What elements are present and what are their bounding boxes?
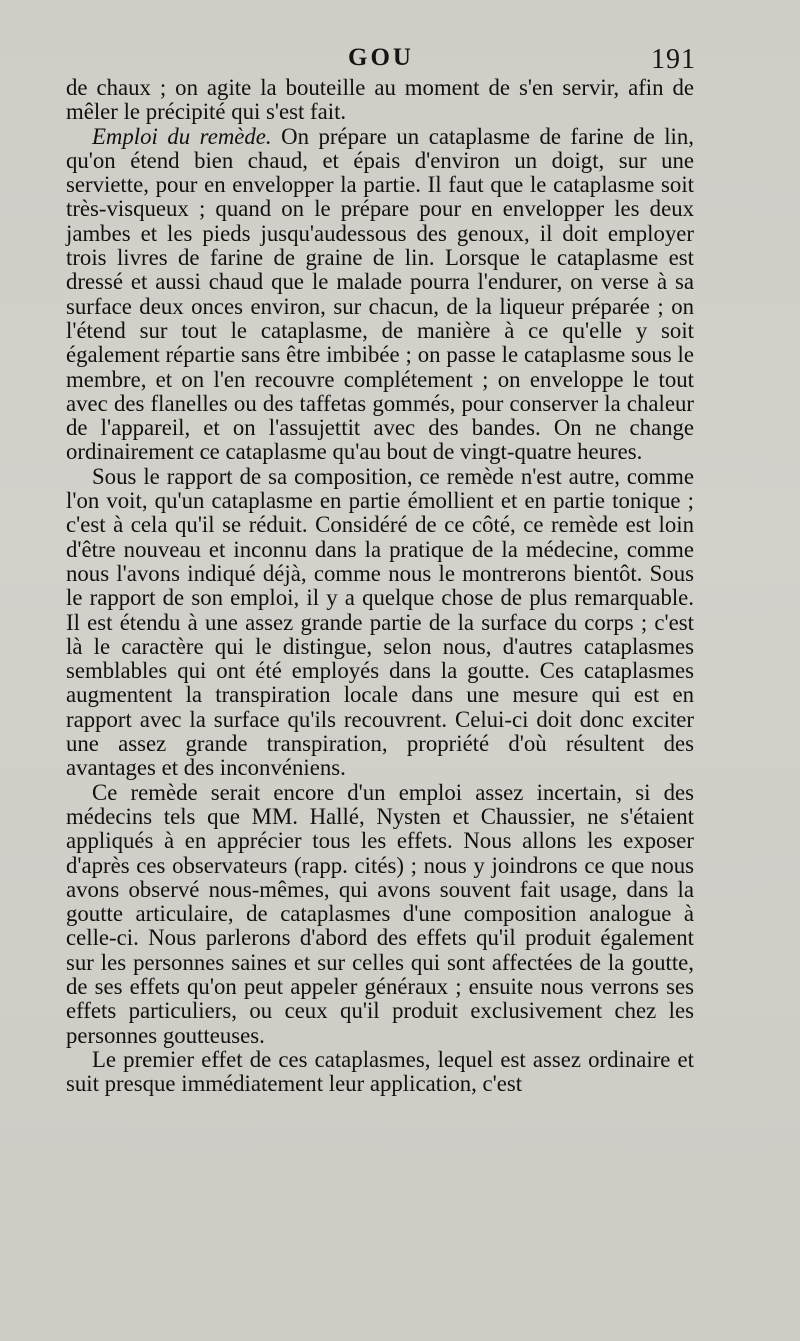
paragraph-emploi-du-remede: [66, 125, 694, 465]
paragraph-text: de chaux ; on agite la bouteille au moment de s'en servir, afin de mêler le précipité qui s'est fait.: [66, 75, 694, 125]
paragraph-text: Le premier effet de ces cataplasmes, lequel est assez ordinaire et suit presque immédiatement leur application, c'est: [66, 1046, 694, 1097]
paragraph-text: Ce remède serait encore d'un emploi assez incertain, si des médecins tels que MM. Hallé, Nysten et Chaussier, ne s'étaient appliqués à en apprécier tous les effets. Nous allons les exposer d'après ces observateurs (rapp. cités) ; nous y joindrons ce que nous avons observé nous-mêmes, qui avons souvent fait usage, dans la goutte articulaire, de cataplasmes d'une composition analogue à celle-ci. Nous parlerons d'abord des effets qu'il produit également sur les personnes saines et sur celles qui sont affectées de la goutte, de ses effets qu'on peut appeler généraux ; ensuite nous verrons ses effets particuliers, ou ceux qu'il produit exclusivement chez les personnes goutteuses.: [66, 779, 694, 1048]
paragraph-continuation: [66, 76, 694, 125]
paragraph-text: Sous le rapport de sa composition, ce remède n'est autre, comme l'on voit, qu'un cataplasme en partie émollient et en partie tonique ; c'est à cela qu'il se réduit. Considéré de ce côté, ce remède est loin d'être nouveau et inconnu dans la pratique de la médecine, comme nous l'avons indiqué déjà, comme nous le montrerons bientôt. Sous le rapport de son emploi, il y a quelque chose de plus remarquable. Il est étendu à une assez grande partie de la surface du corps ; c'est là le caractère qui le distingue, selon nous, d'autres cataplasmes semblables qui ont été employés dans la goutte. Ces cataplasmes augmentent la transpiration locale dans une mesure qui est en rapport avec la surface qu'ils recouvrent. Celui-ci doit donc exciter une assez grande transpiration, propriété d'où résultent des avantages et des inconvéniens.: [66, 463, 694, 781]
paragraph-observateurs: [66, 781, 694, 1048]
paragraph-premier-effet: [66, 1048, 694, 1097]
paragraph-lead-italic: Emploi du remède.: [92, 123, 272, 149]
body-text: [66, 76, 694, 1096]
running-head: GOU: [348, 44, 414, 71]
page-number: 191: [651, 44, 696, 75]
paragraph-text: On prépare un cataplasme de farine de lin, qu'on étend bien chaud, et épais d'environ un doigt, sur une serviette, pour en envelopper la partie. Il faut que le cataplasme soit très-visqueux ; quand on le prépare pour en envelopper les deux jambes et les pieds jusqu'audessous des genoux, il doit employer trois livres de farine de graine de lin. Lorsque le cataplasme est dressé et aussi chaud que le malade pourra l'endurer, on verse à sa surface deux onces environ, sur chacun, de la liqueur préparée ; on l'étend sur tout le cataplasme, de manière à ce qu'elle y soit également répartie sans être imbibée ; on passe le cataplasme sous le membre, et on l'en recouvre complétement ; on enveloppe le tout avec des flanelles ou des taffetas gommés, pour conserver la chaleur de l'appareil, et on l'assujettit avec des bandes. On ne change ordinairement ce cataplasme qu'au bout de vingt-quatre heures.: [66, 123, 694, 465]
paragraph-composition: [66, 465, 694, 781]
page-header: [66, 40, 696, 76]
